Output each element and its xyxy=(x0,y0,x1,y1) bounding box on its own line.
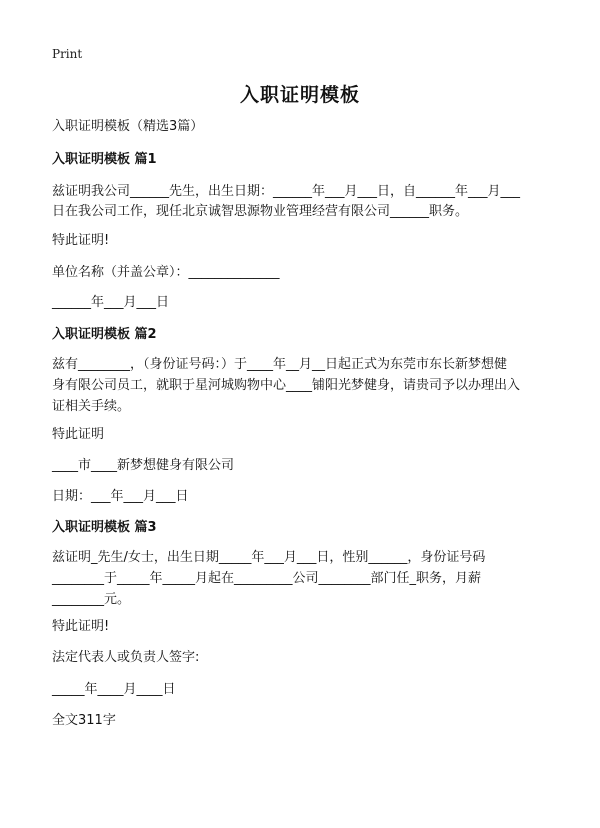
section-2-company-line: ____市____新梦想健身有限公司 xyxy=(52,458,235,473)
section-1-unit-line: 单位名称（并盖公章）：______________ xyxy=(52,265,280,280)
section-3-sign-line: 法定代表人或负责人签字: xyxy=(52,650,200,665)
section-2-closing: 特此证明 xyxy=(52,427,105,442)
section-3-closing: 特此证明! xyxy=(52,619,110,634)
section-2-body-line-2: 身有限公司员工，就职于星河城购物中心____铺阳光梦健身，请贵司予以办理出入 xyxy=(52,378,521,393)
section-2-body-line-3: 证相关手续。 xyxy=(52,399,131,414)
print-label[interactable]: Print xyxy=(52,47,83,61)
document-subtitle: 入职证明模板（精选3篇） xyxy=(52,119,204,134)
section-2-body-line-1: 兹有________，（身份证号码：）于____年__月__日起正式为东莞市东长新梦想健 xyxy=(52,357,508,372)
section-1-closing: 特此证明! xyxy=(52,233,110,248)
word-count: 全文311字 xyxy=(52,713,116,728)
section-1-heading: 入职证明模板 篇1 xyxy=(52,152,157,167)
section-1-body-line-2: 日在我公司工作，现任北京诚智思源物业管理经营有限公司______职务。 xyxy=(52,204,469,219)
section-1-body-line-1: 兹证明我公司______先生，出生日期：______年___月___日，自______年___月___ xyxy=(52,184,521,199)
section-3-date-line: _____年____月____日 xyxy=(52,682,176,697)
section-3-body-line-2: ________于_____年_____月起在_________公司________部门任_职务，月薪 xyxy=(52,571,482,586)
section-2-heading: 入职证明模板 篇2 xyxy=(52,327,157,342)
section-3-body-line-1: 兹证明_先生/女士，出生日期_____年___月___日，性别______，身份证号码 xyxy=(52,550,486,565)
section-3-body-line-3: ________元。 xyxy=(52,592,131,607)
section-3-heading: 入职证明模板 篇3 xyxy=(52,520,157,535)
section-1-date-line: ______年___月___日 xyxy=(52,295,170,310)
section-2-date-line: 日期：___年___月___日 xyxy=(52,489,189,504)
document-title: 入职证明模板 xyxy=(239,84,360,106)
